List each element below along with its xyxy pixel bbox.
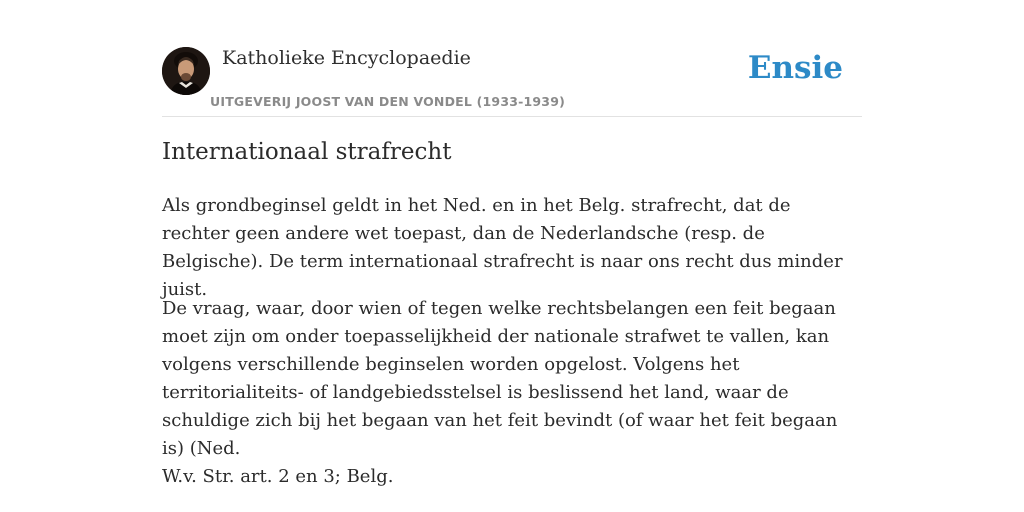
article-paragraph: De vraag, waar, door wien of tegen welke rechtsbelangen een feit begaan moet zijn om onder toepasselijkheid der nationale strafwet te vallen, kan volgens verschillende beginselen worden opgelost. Volgens het territorialiteits- of landgebiedsstelsel is beslissend het land, waar de schuldige zich bij het begaan van het feit bevindt (of waar het feit begaan is) (Ned. bbox=[162, 298, 838, 459]
article-paragraph: Als grondbeginsel geldt in het Ned. en in het Belg. strafrecht, dat de rechter geen andere wet toepast, dan de Nederlandsche (resp. de Belgische). De term internationaal strafrecht is naar ons recht dus minder juist. bbox=[162, 195, 843, 300]
site-title-link[interactable]: Katholieke Encyclopaedie bbox=[222, 47, 471, 69]
publisher-label: UITGEVERIJ JOOST VAN DEN VONDEL (1933-1939) bbox=[210, 94, 566, 109]
ensie-logo-link[interactable]: Ensie bbox=[747, 50, 843, 86]
article-title: Internationaal strafrecht bbox=[162, 139, 452, 165]
article-paragraph: W.v. Str. art. 2 en 3; Belg. bbox=[162, 466, 394, 487]
site-header bbox=[162, 44, 862, 117]
author-portrait-icon[interactable] bbox=[162, 47, 210, 95]
